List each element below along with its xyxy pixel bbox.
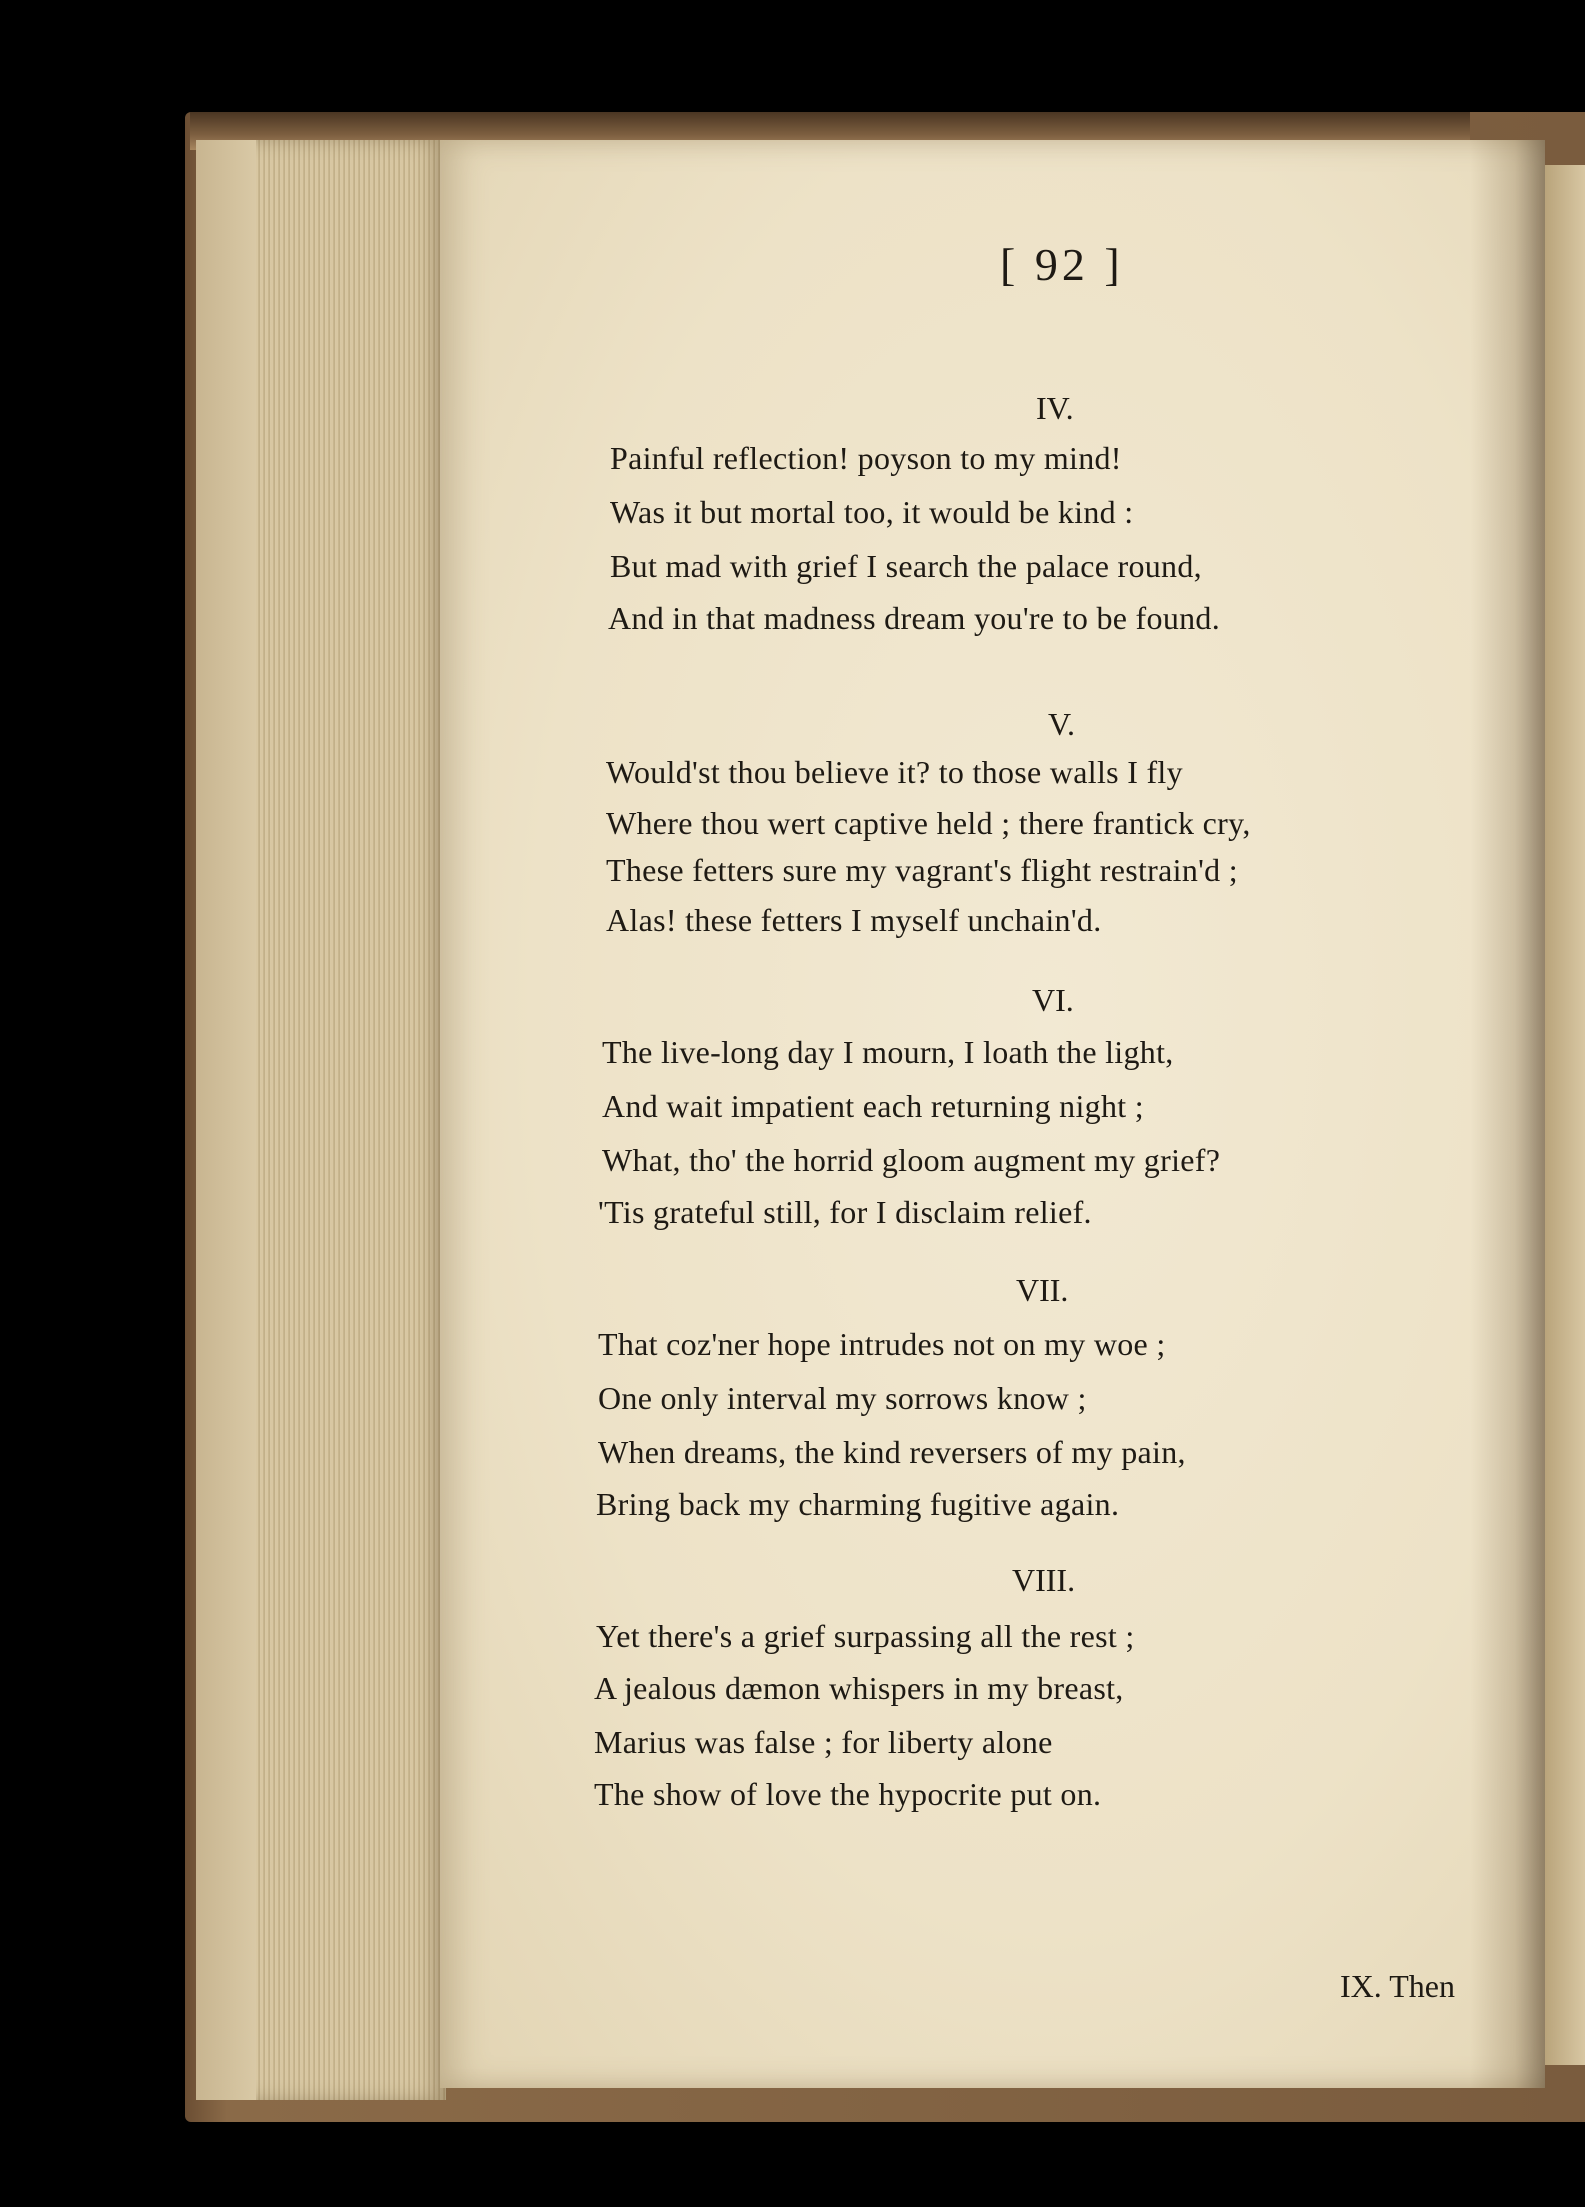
stanza-heading: VII. [1016, 1272, 1069, 1308]
verse-line: Alas! these fetters I myself unchain'd. [606, 902, 1102, 938]
verse-line: Bring back my charming fugitive again. [596, 1486, 1120, 1522]
verse-line: These fetters sure my vagrant's flight restrain'd ; [606, 852, 1238, 888]
verse-line: Would'st thou believe it? to those walls I fly [606, 754, 1183, 790]
verse-line: Marius was false ; for liberty alone [594, 1724, 1053, 1760]
verse-line: What, tho' the horrid gloom augment my grief? [602, 1142, 1221, 1178]
verse-line: The show of love the hypocrite put on. [594, 1776, 1102, 1812]
stanza-heading: V. [1048, 706, 1075, 742]
verse-line: Where thou wert captive held ; there frantick cry, [606, 805, 1251, 841]
verse-line: The live-long day I mourn, I loath the light, [602, 1034, 1174, 1070]
verse-line: And in that madness dream you're to be found. [608, 600, 1221, 636]
verse-line: That coz'ner hope intrudes not on my woe ; [598, 1326, 1166, 1362]
page-number: [ 92 ] [1000, 239, 1124, 290]
verse-line: One only interval my sorrows know ; [598, 1380, 1087, 1416]
catchword: IX. Then [1340, 1968, 1455, 2004]
verse-line: And wait impatient each returning night ; [602, 1088, 1144, 1124]
stanza-heading: IV. [1036, 390, 1074, 426]
verse-line: 'Tis grateful still, for I disclaim relief. [598, 1194, 1092, 1230]
stanza-heading: VIII. [1012, 1562, 1076, 1598]
verse-line: Painful reflection! poyson to my mind! [610, 440, 1122, 476]
verse-line: But mad with grief I search the palace round, [610, 548, 1202, 584]
verse-line: Yet there's a grief surpassing all the rest ; [596, 1618, 1135, 1654]
verse-line: When dreams, the kind reversers of my pain, [598, 1434, 1186, 1470]
verse-line: A jealous dæmon whispers in my breast, [594, 1670, 1124, 1706]
stanza-heading: VI. [1032, 982, 1074, 1018]
verse-line: Was it but mortal too, it would be kind : [610, 494, 1134, 530]
